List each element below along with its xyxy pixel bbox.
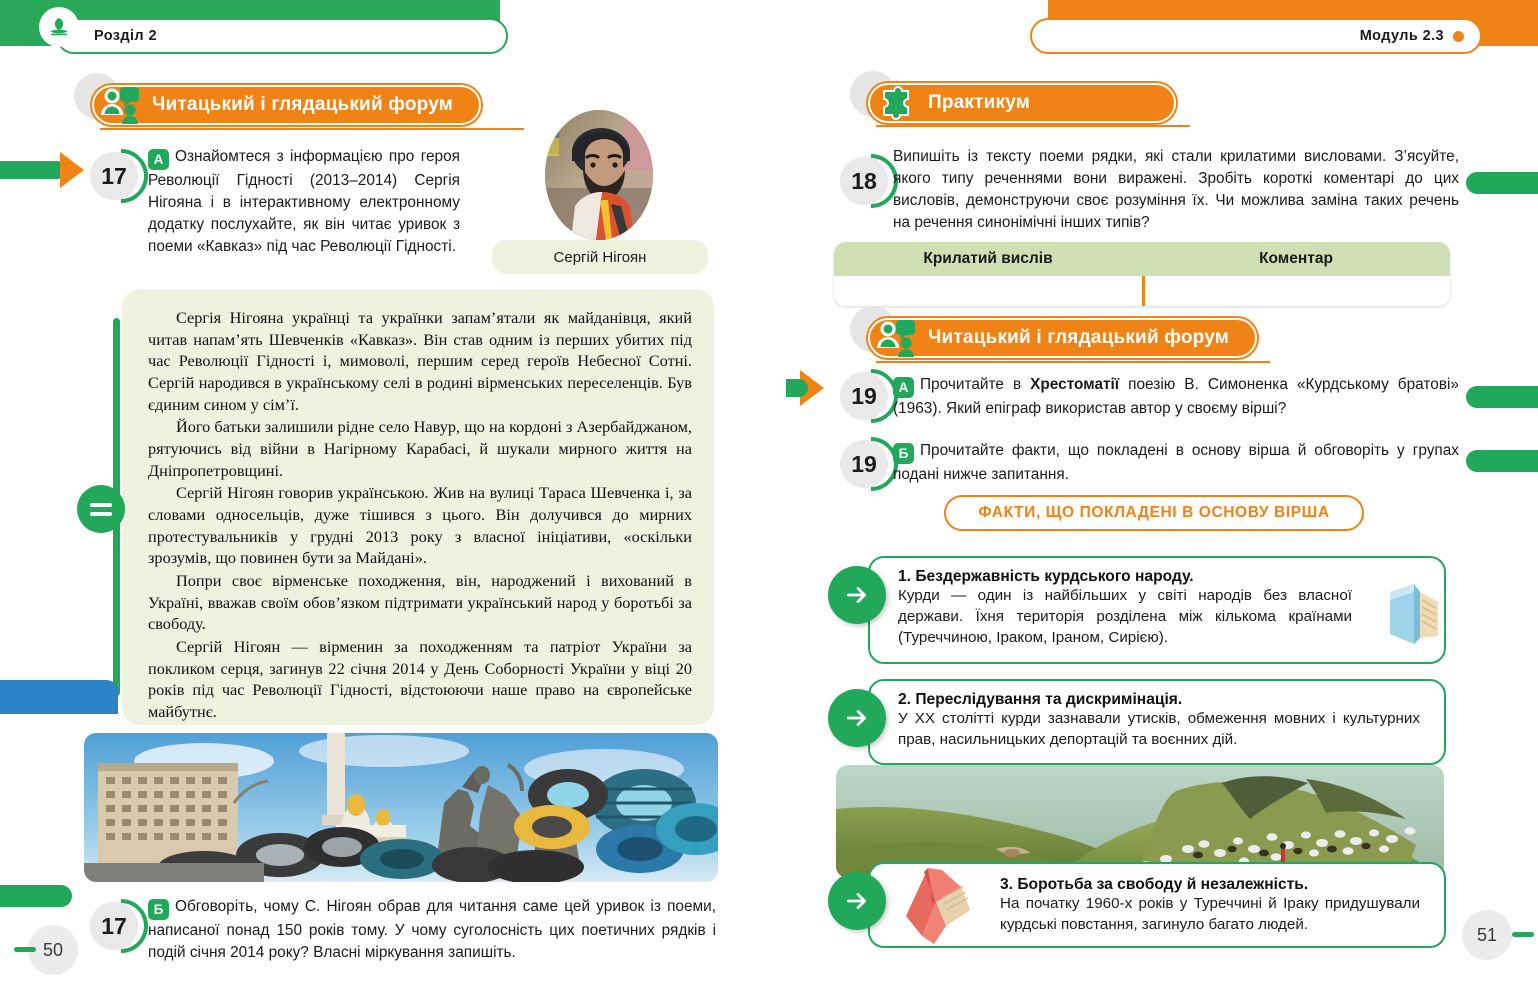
ex18-number-badge: [840, 157, 896, 213]
ex19a-text-after: поезію В. Симоненка «Курдському братові» (1963). Який епіграф використав автор у своєму вірші?: [893, 376, 1459, 418]
ex19b-text-block: [893, 440, 1459, 486]
letter-badge-b: Б: [148, 899, 169, 920]
ex19b-number: 19: [840, 440, 888, 488]
section-forum-right: [868, 318, 1257, 358]
section-practicum-underline: [876, 125, 1190, 127]
icon-line: [90, 512, 112, 516]
page-number-right-value: 51: [1476, 924, 1498, 945]
fact-card-2: [868, 679, 1446, 765]
section-forum-underline-left: [100, 128, 524, 130]
section-forum-title: Читацький і глядацький форум: [152, 94, 454, 115]
chapter-label: Розділ 2: [94, 28, 157, 44]
ex19a-text-block: [893, 374, 1459, 420]
portrait-caption: [492, 240, 708, 274]
icon-line: [90, 503, 112, 507]
arrow-right-icon: [828, 566, 886, 624]
ex19a-number-badge: [840, 372, 896, 428]
right-header-pill: [1030, 18, 1482, 54]
fact-title: 2. Переслідування та дискримінація.: [898, 691, 1183, 708]
forum-people-icon: [96, 81, 144, 129]
fact-title: 1. Бездержавність курдського народу.: [898, 568, 1194, 585]
ex17a-number-badge: [90, 152, 146, 208]
arrow-right-icon: [828, 689, 886, 747]
section-forum-left: [92, 85, 481, 125]
section-forum-underline-right: [876, 361, 1270, 363]
fact-body: У XX столітті курди зазнавали утисків, обмеження мовних і культурних прав, насильницьких депортацій та воєнних дій.: [898, 710, 1420, 748]
maidan-barricade-tires-photo: [84, 733, 718, 882]
right-margin-tab[interactable]: [1466, 386, 1538, 408]
ex19b-text: Прочитайте факти, що покладені в основу вірша й обговоріть у групах подані нижче запитання.: [893, 442, 1459, 484]
left-margin-tab[interactable]: [0, 885, 72, 907]
winged-expressions-table: [834, 242, 1450, 306]
red-open-book-icon: [898, 862, 982, 946]
ex17a-text-block: [148, 146, 460, 258]
ex17b-number: 17: [90, 902, 138, 950]
reading-paragraph: Попри своє вірменське походження, він, народжений і вихований в Україні, вважав своїм обов’язком підтримати український народ у боротьбі за свободу.: [148, 571, 692, 634]
reading-paragraph: Сергій Нігоян — вірменин за походженням та патріот України за покликом серця, загинув 22 січня 2014 у День Соборності України у віці 20 років під час Революції Гідності, відстоюючи наше право на європейське майбутнє.: [148, 637, 692, 722]
right-margin-tab[interactable]: [1466, 172, 1538, 194]
ex18-text: Випишіть із тексту поеми рядки, які стали крилатими висловами. З’ясуйте, якого типу реченнями вони виражені. Зробіть короткі коментарі до цих висловів, демонструючи своє розуміння їх. Чи можлива заміна таких речень на речення синонімічні інших типів?: [893, 148, 1459, 231]
ex17a-number: 17: [90, 152, 138, 200]
module-label: Модуль 2.3: [1359, 28, 1444, 44]
section-forum-bar: [92, 85, 481, 125]
ex17a-marker-arrow: [60, 152, 84, 188]
fact-title: 3. Боротьба за свободу й незалежність.: [1000, 876, 1309, 893]
fact-body: Курди — один із найбільших у світі народів без власної держави. Їхня територія розділена між кількома країнами (Туреччиною, Іраком, Іраном, Сирією).: [898, 587, 1352, 646]
page-number-dash-left: [14, 947, 36, 952]
page-number-dash-right: [1512, 932, 1534, 937]
right-margin-tab[interactable]: [1466, 450, 1538, 472]
table-row[interactable]: [834, 276, 1450, 306]
reading-paragraph: Сергій Нігоян говорив українською. Жив на вулиці Тараса Шевченка і, за словами односельців, дуже тішився з цього. Він долучився до мирних протестувальників у грудні 2013 року з власної ініціативи, «оскільки зрозумів, що повинен бути за Майдані».: [148, 483, 692, 568]
letter-badge-b: Б: [893, 443, 914, 464]
arrow-right-icon: [828, 872, 886, 930]
facts-pill-text: ФАКТИ, ЩО ПОКЛАДЕНІ В ОСНОВУ ВІРША: [978, 504, 1330, 521]
page-number-right: [1462, 910, 1512, 960]
ex19a-bold-term: Хрестоматії: [1030, 376, 1120, 393]
fact-body: На початку 1960-х років у Туреччині й Іраку придушували курдські повстання, загинуло багато людей.: [1000, 895, 1420, 933]
section-practicum: [868, 83, 1176, 123]
module-dot-icon: [1453, 31, 1464, 42]
table-header-row: [834, 242, 1450, 276]
facts-pill: [944, 495, 1364, 531]
table-col-header: Коментар: [1259, 250, 1333, 267]
book-leaf-logo-icon: [42, 10, 76, 44]
puzzle-piece-icon: [872, 79, 920, 127]
fact-card-1: [868, 556, 1446, 664]
portrait-sergiy-nigoyan: [545, 110, 653, 240]
ex17b-text: Обговоріть, чому С. Нігоян обрав для читання саме цей уривок із поеми, написаної понад 150 років тому. У чому суголосність цих поетичних рядків і подій січня 2014 року? Власні міркування запишіть.: [148, 898, 716, 961]
table-divider: [1142, 276, 1145, 306]
ex17b-text-block: [148, 896, 716, 964]
forum-people-icon: [872, 314, 920, 362]
ex17a-text: Ознайомтеся з інформацією про героя Революції Гідності (2013–2014) Сергія Нігояна і в інтерактивному електронному додатку послухайте, як він читає уривок з поеми «Кавказ» під час Революції Гідності.: [148, 148, 460, 255]
portrait-caption-text: Сергій Нігоян: [553, 248, 647, 266]
reading-text-box: [122, 289, 714, 725]
ex17a-marker-tail: [0, 161, 66, 179]
letter-badge-a: А: [148, 149, 169, 170]
reading-paragraph: Його батьки залишили рідне село Навур, що на кордоні з Азербайджаном, рятуючись від війни в Нагірному Карабасі, й шукали мирного життя на Дніпропетровщині.: [148, 417, 692, 480]
reading-paragraphs: [148, 307, 692, 723]
text-lines-icon: [77, 485, 125, 533]
section-forum-bar-right: [868, 318, 1257, 358]
section-forum-title-right: Читацький і глядацький форум: [928, 327, 1230, 348]
table-col-header: Крилатий вислів: [923, 250, 1053, 267]
left-header-pill: [56, 18, 508, 54]
reading-paragraph: Сергія Нігояна українці та українки запам’ятали як майданівця, який читав напам’ять Шевченків «Кавказ». Він став одним із перших убитих під час Революції Гідності і, мимоволі, першим серед героїв Небесної Сотні. Сергій народився в українському селі в родині вірменських переселенців. Був єдиним сином у сім’ї.: [148, 308, 692, 414]
blue-accent-left: [0, 680, 118, 714]
section-practicum-title: Практикум: [928, 92, 1031, 113]
letter-badge-a: А: [893, 377, 914, 398]
ex19b-number-badge: [840, 440, 896, 496]
ex17b-number-badge: [90, 902, 146, 958]
ex19a-number: 19: [840, 372, 888, 420]
ex18-number: 18: [840, 157, 888, 205]
page-number-left-value: 50: [42, 939, 64, 960]
blue-book-icon: [1380, 578, 1446, 650]
ex19a-text-before: Прочитайте в: [920, 376, 1031, 393]
ex19a-marker-tail: [786, 379, 808, 397]
